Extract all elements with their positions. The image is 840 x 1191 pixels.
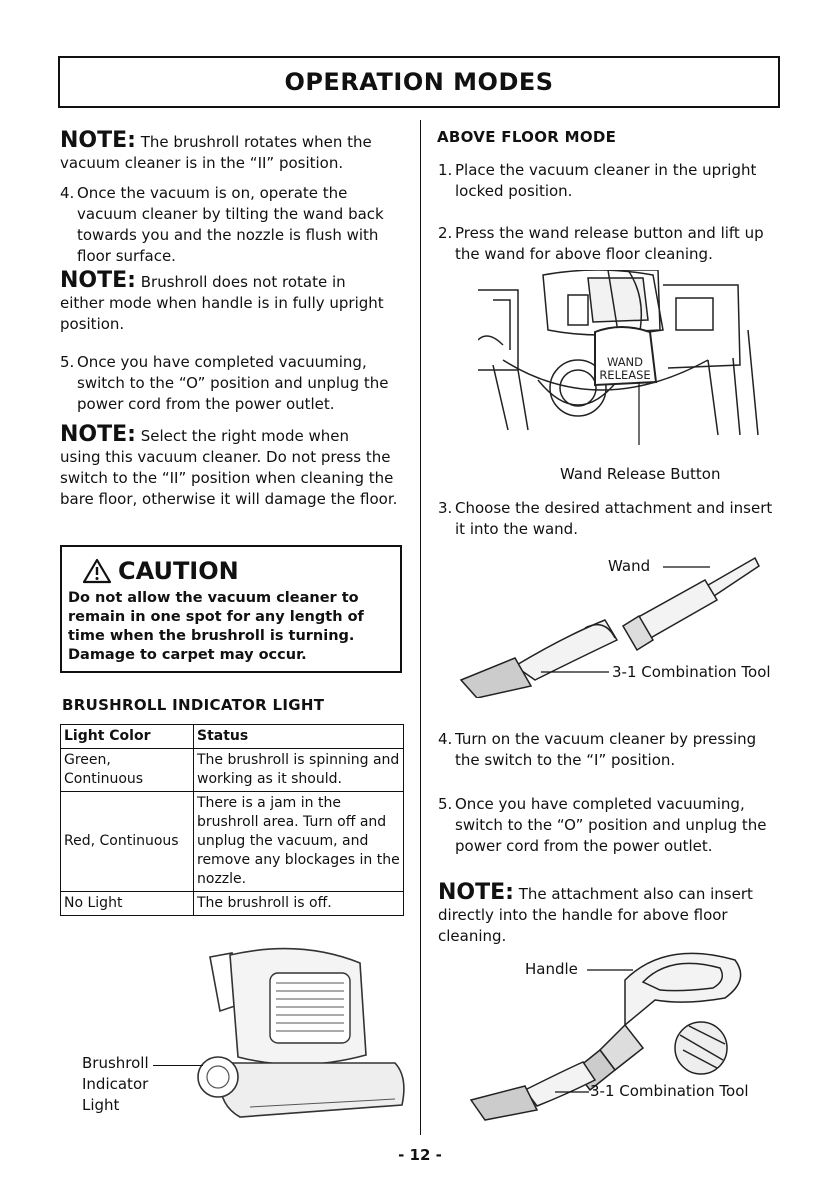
- step-5-finish: [438, 794, 783, 857]
- step-number: 1.: [438, 161, 453, 179]
- note-label: NOTE:: [438, 880, 514, 905]
- warning-triangle-icon: [82, 558, 112, 584]
- note-label: NOTE:: [60, 268, 136, 293]
- label-line: Brushroll: [82, 1054, 149, 1072]
- wand-release-illustration: [478, 270, 768, 445]
- step-number: 5.: [60, 353, 75, 371]
- table-cell: Red, Continuous: [61, 792, 194, 892]
- caution-title: CAUTION: [118, 557, 239, 585]
- table-cell: There is a jam in the brushroll area. Turn off and unplug the vacuum, and remove any blockages in the nozzle.: [194, 792, 404, 892]
- step-number: 5.: [438, 795, 453, 813]
- step-number: 4.: [438, 730, 453, 748]
- step-5-finish: [60, 352, 410, 415]
- note-text: Brushroll does not rotate in: [140, 273, 346, 291]
- step-text: Place the vacuum cleaner in the upright locked position.: [455, 161, 757, 200]
- label-line: Light: [82, 1096, 120, 1114]
- note-select-mode: [60, 424, 410, 510]
- table-cell: No Light: [61, 892, 194, 916]
- table-cell: The brushroll is spinning and working as it should.: [194, 749, 404, 792]
- note-attachment-handle: [438, 882, 783, 947]
- indicator-light-table: [60, 724, 404, 916]
- caution-heading: [82, 557, 394, 585]
- wand-label: Wand: [608, 557, 651, 575]
- table-row: [61, 892, 404, 916]
- note-text: Select the right mode when: [140, 427, 349, 445]
- note-text-continued: either mode when handle is in fully upright position.: [60, 294, 384, 333]
- page-title: OPERATION MODES: [58, 56, 780, 108]
- indicator-heading: BRUSHROLL INDICATOR LIGHT: [62, 696, 325, 714]
- table-cell: The brushroll is off.: [194, 892, 404, 916]
- step-text: Once you have completed vacuuming, switch to the “O” position and unplug the power cord from the power outlet.: [77, 353, 389, 413]
- note-brushroll-rotation: [60, 130, 410, 174]
- step-1-upright: [438, 160, 783, 202]
- wand-release-text-1: WAND: [606, 355, 644, 369]
- step-text: Choose the desired attachment and insert it into the wand.: [455, 499, 773, 538]
- label-line: Indicator: [82, 1075, 149, 1093]
- table-header-row: [61, 725, 404, 749]
- note-text-continued: directly into the handle for above floor cleaning.: [438, 906, 728, 945]
- brushroll-indicator-label: [82, 1053, 149, 1116]
- above-floor-heading: ABOVE FLOOR MODE: [437, 128, 617, 146]
- step-4-turn-on: [438, 729, 783, 771]
- table-cell: Green, Continuous: [61, 749, 194, 792]
- caution-text: Do not allow the vacuum cleaner to remain in one spot for any length of time when the brushroll is turning. Damage to carpet may occur.: [68, 590, 364, 663]
- combination-tool-label: 3-1 Combination Tool: [612, 663, 771, 681]
- note-label: NOTE:: [60, 128, 136, 153]
- vacuum-illustration: [190, 945, 415, 1125]
- step-4-operate: [60, 183, 410, 267]
- callout-line: [153, 1065, 203, 1066]
- column-divider: [420, 120, 421, 1135]
- step-number: 3.: [438, 499, 453, 517]
- combination-tool-label-2: 3-1 Combination Tool: [590, 1082, 749, 1100]
- page-number: - 12 -: [398, 1146, 442, 1164]
- step-text: Once the vacuum is on, operate the vacuum cleaner by tilting the wand back towards you and the nozzle is flush with floor surface.: [77, 184, 384, 265]
- table-row: [61, 792, 404, 892]
- step-text: Once you have completed vacuuming, switch to the “O” position and unplug the power cord from the power outlet.: [455, 795, 767, 855]
- step-2-release-wand: [438, 223, 788, 265]
- note-text: The attachment also can insert: [518, 885, 753, 903]
- wand-release-caption: Wand Release Button: [560, 465, 721, 483]
- note-text-continued: vacuum cleaner is in the “II” position.: [60, 154, 344, 172]
- note-text: The brushroll rotates when the: [140, 133, 372, 151]
- note-text-continued: using this vacuum cleaner. Do not press the switch to the “II” position when cleaning the bare floor, otherwise it will damage the floor.: [60, 448, 398, 508]
- wand-release-text-2: RELEASE: [599, 368, 651, 382]
- step-number: 2.: [438, 224, 453, 242]
- note-handle-upright: [60, 270, 410, 335]
- note-label: NOTE:: [60, 422, 136, 447]
- table-header-cell: Light Color: [61, 725, 194, 749]
- step-number: 4.: [60, 184, 75, 202]
- table-header-cell: Status: [194, 725, 404, 749]
- step-text: Turn on the vacuum cleaner by pressing the switch to the “I” position.: [455, 730, 757, 769]
- step-3-attach: [438, 498, 783, 540]
- step-text: Press the wand release button and lift up the wand for above floor cleaning.: [455, 224, 764, 263]
- caution-box: [60, 545, 402, 673]
- table-row: [61, 749, 404, 792]
- handle-label: Handle: [525, 960, 578, 978]
